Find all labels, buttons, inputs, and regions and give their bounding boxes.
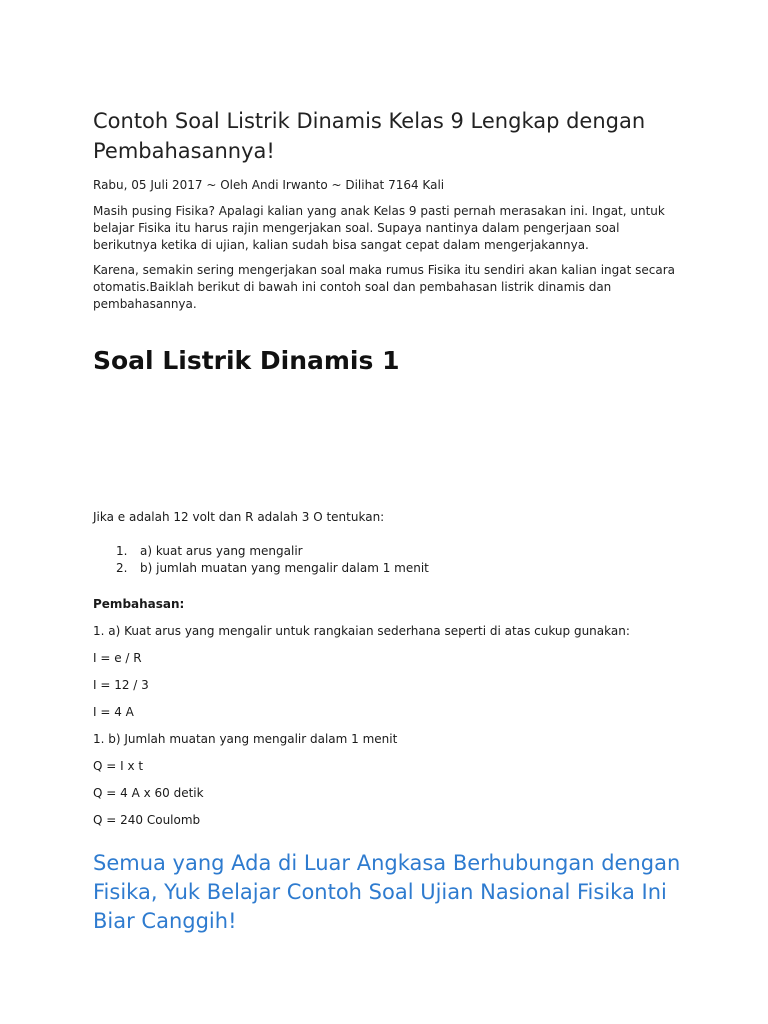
- related-article-link[interactable]: Semua yang Ada di Luar Angkasa Berhubungan dengan Fisika, Yuk Belajar Contoh Soal Ujian Nasional Fisika Ini Biar Canggih!: [93, 851, 681, 933]
- solution-line: 1. a) Kuat arus yang mengalir untuk rangkaian sederhana seperti di atas cukup gunakan:: [93, 624, 630, 638]
- section-heading: Soal Listrik Dinamis 1: [93, 346, 400, 375]
- intro-paragraph: Karena, semakin sering mengerjakan soal maka rumus Fisika itu sendiri akan kalian ingat secara otomatis.Baiklah berikut di bawah ini contoh soal dan pembahasan listrik dinamis dan pembahasannya.: [93, 263, 676, 311]
- list-item: [93, 543, 683, 560]
- question-text: Jika e adalah 12 volt dan R adalah 3 O tentukan:: [93, 510, 385, 524]
- list-item-number: 1.: [116, 544, 128, 558]
- article-title: Contoh Soal Listrik Dinamis Kelas 9 Lengkap dengan Pembahasannya!: [93, 109, 646, 163]
- solution-line: Q = I x t: [93, 759, 144, 773]
- solution-line: I = 12 / 3: [93, 678, 149, 692]
- solution-line: 1. b) Jumlah muatan yang mengalir dalam 1 menit: [93, 732, 398, 746]
- question-list: [93, 543, 683, 577]
- list-item: [93, 560, 683, 577]
- solution-line: Q = 4 A x 60 detik: [93, 786, 204, 800]
- image-placeholder: [93, 378, 683, 509]
- solution-line: Q = 240 Coulomb: [93, 813, 201, 827]
- document-page: [93, 106, 683, 936]
- solution-label: Pembahasan:: [93, 597, 185, 611]
- list-item-number: 2.: [116, 561, 128, 575]
- article-meta: Rabu, 05 Juli 2017 ~ Oleh Andi Irwanto ~ Dilihat 7164 Kali: [93, 178, 445, 192]
- list-item-text: a) kuat arus yang mengalir: [140, 544, 303, 558]
- solution-line: I = 4 A: [93, 705, 134, 719]
- intro-paragraph: Masih pusing Fisika? Apalagi kalian yang anak Kelas 9 pasti pernah merasakan ini. Ingat, untuk belajar Fisika itu harus rajin mengerjakan soal. Supaya nantinya dalam pengerjaan soal berikutnya ketika di ujian, kalian sudah bisa sangat cepat dalam mengerjakannya.: [93, 204, 665, 252]
- list-item-text: b) jumlah muatan yang mengalir dalam 1 menit: [140, 561, 429, 575]
- solution-line: I = e / R: [93, 651, 142, 665]
